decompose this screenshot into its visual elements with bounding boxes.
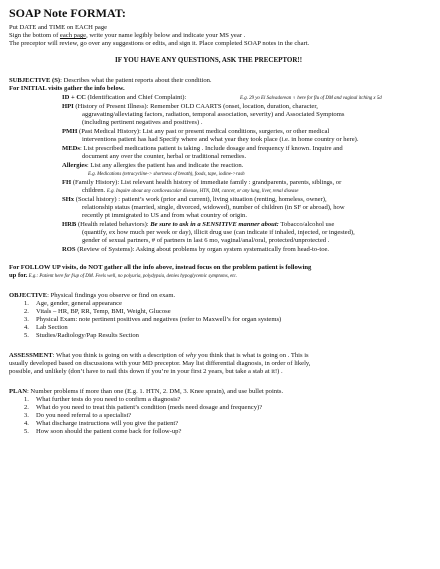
plan-item: 3. Do you need referral to a specialist? xyxy=(24,412,132,419)
shx-text-1: (Social history) : patient’s work (prior and current), living situation (renting, homeless, owner), xyxy=(74,196,327,203)
objective-item: 4. Lab Section xyxy=(24,324,68,331)
plan-item-text: What further tests do you need to confirm a diagnosis? xyxy=(36,396,181,403)
hpi-text-1: (History of Present Illness): Remember OLD CAARTS (onset, location, duration, character, xyxy=(73,103,318,110)
intro-line-2 xyxy=(9,32,245,39)
plan-item: 5. How soon should the patient come back for follow-up? xyxy=(24,428,182,435)
fh-label: FH xyxy=(62,179,72,186)
subjective-heading-line xyxy=(9,77,212,84)
assessment-heading: ASSESSMENT xyxy=(9,352,53,359)
objective-heading-line xyxy=(9,292,175,299)
hpi-line-1 xyxy=(62,103,318,110)
pmh-text-1: (Past Medical History): List any past or present medical conditions, surgeries, or other medical xyxy=(77,128,330,135)
plan-desc: : Number problems if more than one (E.g. 1. HTN, 2. DM, 3. Knee sprain), and use bullet points. xyxy=(26,388,284,395)
intro-line-1: Put DATE and TIME on EACH page xyxy=(9,24,108,31)
followup-line-1: For FOLLOW UP visits, do NOT gather all the info above, instead focus on the problem patient is following xyxy=(9,264,312,271)
objective-item: 5. Studies/Radiology/Pap Results Section xyxy=(24,332,139,339)
allergies-line-1 xyxy=(62,162,243,169)
allergies-label: Allergies xyxy=(62,162,87,169)
pmh-label: PMH xyxy=(62,128,78,135)
allergies-text-1: : List any allergies the patient has and indicate the reaction. xyxy=(86,162,244,169)
ros-label: ROS xyxy=(62,246,76,253)
shx-line-1 xyxy=(62,196,327,203)
pmh-line-2: interventions patient has had Specify where and what year they took place (i.e. in home country or here). xyxy=(82,136,359,143)
objective-desc: : Physical findings you observe or find on exam. xyxy=(47,292,176,299)
ros-text: (Review of Systems): Asking about problems by organ system systematically from head-to-toe. xyxy=(75,246,330,253)
hpi-line-3: (including pertinent negatives and positives) . xyxy=(82,119,203,126)
assessment-line-2: usually developed based on discussions with your MD preceptor. May list differential diagnosis, in order of likely, xyxy=(9,360,311,367)
hrb-line-2: (quantify, ex how much per week or day), illicit drug use (can indicate if inhaled, injected, or ingested), xyxy=(82,229,355,236)
page-title: SOAP Note FORMAT: xyxy=(9,6,126,20)
followup-line-2 xyxy=(9,272,237,280)
objective-item: 1. Age, gender, general appearance xyxy=(24,300,122,307)
objective-item-text: Physical Exam: note pertinent positives and negatives (refer to Maxwell’s for organ systems) xyxy=(36,316,282,323)
assessment-text-1a: : What you think is going on with a description of xyxy=(52,352,186,359)
objective-item-text: Vitals – HR, BP, RR, Temp, BMI, Weight, Glucose xyxy=(36,308,171,315)
questions-banner: IF YOU HAVE ANY QUESTIONS, ASK THE PRECEPTOR!! xyxy=(115,56,303,64)
shx-label: SHx xyxy=(62,196,75,203)
meds-line-1 xyxy=(62,145,343,152)
objective-item: 2. Vitals – HR, BP, RR, Temp, BMI, Weight, Glucose xyxy=(24,308,171,315)
objective-item-text: Lab Section xyxy=(36,324,68,331)
fh-example: E.g. Inquire about any cardiovascular disease, HTN, DM, cancer, or any lung, liver, renal disease xyxy=(106,189,299,194)
assessment-text-1b: you think that is what is going on . This is xyxy=(196,352,309,359)
assessment-why: why xyxy=(185,352,197,359)
fh-line-2 xyxy=(82,187,298,195)
id-cc-label: ID + CC xyxy=(62,94,86,101)
subjective-heading: SUBJECTIVE (S) xyxy=(9,77,61,84)
allergies-example: E.g. Medications (tetracycline-> shortness of breath), foods, tape, iodine->rash xyxy=(88,172,245,177)
intro-each-page: each page xyxy=(59,32,87,39)
meds-line-2: document any over the counter, herbal or traditional remedies. xyxy=(82,153,247,160)
plan-item-text: Do you need referral to a specialist? xyxy=(36,412,132,419)
meds-text-1: : List prescribed medications patient is taking . Include dosage and frequency if known. Inquire and xyxy=(79,145,343,152)
objective-heading: OBJECTIVE xyxy=(9,292,48,299)
intro-line-2a: Sign the bottom of xyxy=(9,32,60,39)
plan-item: 2. What do you need to treat this patient’s condition (meds need dosage and frequency)? xyxy=(24,404,263,411)
intro-line-3: The preceptor will review, go over any suggestions or edits, and sign it. Place completed SOAP notes in the chart. xyxy=(9,40,310,47)
hpi-line-2: aggravating/alleviating factors, radiation, temporal association, severity) and Associated Symptoms xyxy=(82,111,345,118)
hpi-label: HPI xyxy=(62,103,74,110)
followup-up-for: up for. xyxy=(9,272,28,279)
hrb-line-3: gender of sexual partners, # of partners in last 6 mo, vaginal/anal/oral, protected/unprotected . xyxy=(82,237,330,244)
objective-item-text: Age, gender, general appearance xyxy=(36,300,122,307)
hrb-label: HRB xyxy=(62,221,77,228)
objective-item: 3. Physical Exam: note pertinent positives and negatives (refer to Maxwell’s for organ systems) xyxy=(24,316,282,323)
intro-line-2b: , write your name legibly below and indicate your MS year . xyxy=(86,32,246,39)
fh-text-2: children. xyxy=(82,187,107,194)
fh-line-1 xyxy=(62,179,341,186)
hrb-line-1 xyxy=(62,221,334,228)
plan-item-text: What do you need to treat this patient’s condition (meds need dosage and frequency)? xyxy=(36,404,263,411)
ros-line xyxy=(62,246,329,253)
plan-item-text: What discharge instructions will you give the patient? xyxy=(36,420,179,427)
id-cc-example: E.g. 29 yo El Salvadorean ♀ here for flu of DM and vaginal itching x 5d xyxy=(240,96,382,101)
plan-item-text: How soon should the patient come back for follow-up? xyxy=(36,428,182,435)
hrb-text-1a: (Health related behaviors): xyxy=(76,221,151,228)
followup-example: E.g.: Patient here for f/up of DM. Feels well, no polyuria, polydypsia, denies hypoglycemic symptoms, etc. xyxy=(27,274,237,279)
plan-heading-line xyxy=(9,388,283,395)
meds-label: MEDs xyxy=(62,145,80,152)
plan-heading: PLAN xyxy=(9,388,27,395)
id-cc-text: (Identification and Chief Complaint): xyxy=(85,94,187,101)
objective-item-text: Studies/Radiology/Pap Results Section xyxy=(36,332,139,339)
assessment-line-1 xyxy=(9,352,309,359)
pmh-line-1 xyxy=(62,128,329,135)
plan-item: 1. What further tests do you need to confirm a diagnosis? xyxy=(24,396,181,403)
assessment-line-3: possible, and unlikely (don’t have to nail this down if you’re in your first 2 years, but take a stab at it!) . xyxy=(9,368,283,375)
plan-item: 4. What discharge instructions will you give the patient? xyxy=(24,420,179,427)
id-cc-line xyxy=(62,94,186,101)
fh-text-1: (Family History): List relevant health history of immediate family : grandparents, parents, siblings, or xyxy=(71,179,342,186)
initial-visits-note: For INITIAL visits gather the info below. xyxy=(9,85,125,92)
subjective-desc: : Describes what the patient reports about their condition. xyxy=(60,77,212,84)
shx-line-2: relationship status (married, single, divorced, widowed), number of children (in SF or abroad), how xyxy=(82,204,345,211)
hrb-sensitive-note: Be sure to ask in a SENSITIVE manner about: xyxy=(150,221,279,228)
hrb-text-1c: Tobacco/alcohol use xyxy=(278,221,335,228)
shx-line-3: recently pt immigrated to US and from what country of origin. xyxy=(82,212,247,219)
